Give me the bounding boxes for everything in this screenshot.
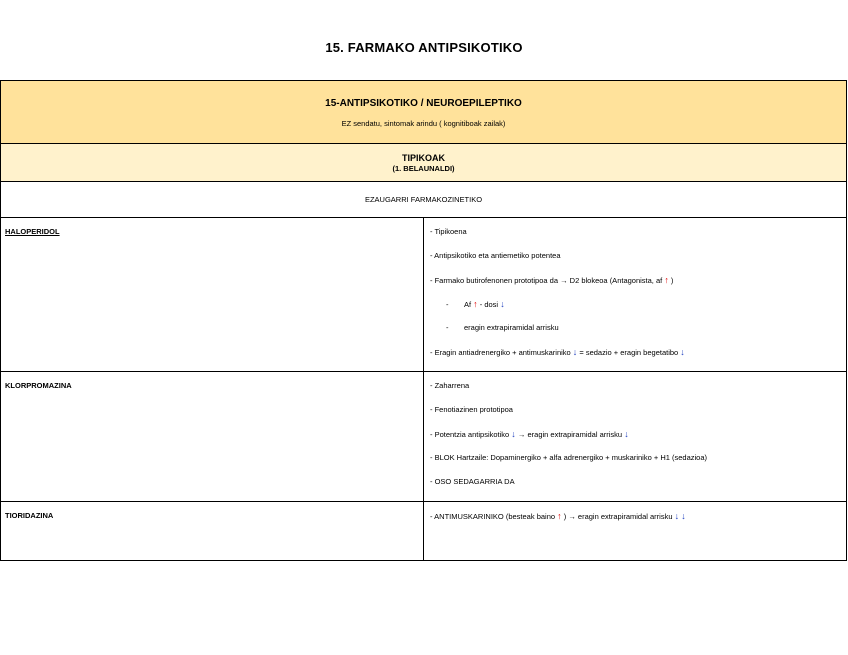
subsection-header-cell	[1, 182, 847, 218]
arrow-down-icon: ↓	[500, 299, 505, 309]
arrow-right-icon: →	[517, 430, 526, 439]
arrow-up-icon: ↑	[473, 299, 478, 309]
arrow-down-icon: ↓	[680, 347, 685, 357]
drug-name-cell	[1, 502, 424, 561]
table-row-klorpromazina	[1, 372, 847, 502]
main-header-cell	[1, 81, 847, 144]
arrow-up-icon: ↑	[557, 511, 562, 521]
drug-name-haloperidol: HALOPERIDOL	[5, 227, 60, 236]
section-header-cell	[1, 144, 847, 182]
list-item: - Farmako butirofenonen prototipoa da → D2 blokeoa (Antagonista, af ↑ )	[430, 275, 674, 285]
arrow-down-icon: ↓	[572, 347, 578, 357]
drug-name-tioridazina: TIORIDAZINA	[5, 511, 54, 520]
list-item: - OSO SEDAGARRIA DA	[430, 477, 515, 486]
subsection-title: EZAUGARRI FARMAKOZINETIKO	[364, 195, 483, 204]
section-title: TIPIKOAK	[401, 152, 445, 163]
drug-content-cell	[424, 372, 847, 502]
list-item: - eragin extrapiramidal arrisku	[446, 323, 559, 332]
arrow-down-icon: ↓	[674, 511, 680, 521]
table-row-haloperidol	[1, 218, 847, 372]
drug-name-cell	[1, 372, 424, 502]
arrow-down-icon: ↓	[681, 511, 686, 521]
arrow-right-icon: →	[568, 512, 576, 521]
drug-name-klorpromazina: KLORPROMAZINA	[5, 381, 72, 390]
arrow-down-icon: ↓	[511, 429, 516, 439]
list-item: - Zaharrena	[430, 381, 470, 390]
table-row-tioridazina	[1, 502, 847, 561]
list-item: - Antipsikotiko eta antiemetiko potentea	[430, 251, 561, 260]
arrow-down-icon: ↓	[624, 429, 629, 439]
list-item: - BLOK Hartzaile: Dopaminergiko + alfa adrenergiko + muskariniko + H1 (sedazioa)	[430, 453, 708, 462]
drug-content-cell	[424, 502, 847, 561]
list-item: - ANTIMUSKARINIKO (besteak baino ↑ ) → eragin extrapiramidal arrisku ↓ ↓	[430, 511, 686, 521]
drug-content-cell	[424, 218, 847, 372]
drug-table	[0, 80, 847, 561]
list-item: - Fenotiazinen prototipoa	[430, 405, 513, 414]
list-item: - Potentzia antipsikotiko ↓ → eragin extrapiramidal arrisku ↓	[430, 429, 629, 439]
arrow-up-icon: ↑	[664, 275, 669, 285]
main-header-title: 15-ANTIPSIKOTIKO / NEUROEPILEPTIKO	[325, 98, 522, 109]
section-subtitle: (1. BELAUNALDI)	[392, 163, 455, 173]
drug-name-cell	[1, 218, 424, 372]
list-item: - Eragin antiadrenergiko + antimuskariniko ↓ = sedazio + eragin begetatibo ↓	[430, 347, 685, 357]
list-item: - Tipikoena	[430, 227, 467, 236]
arrow-right-icon: →	[560, 276, 568, 285]
main-header-subtitle: EZ sendatu, sintomak arindu ( kognitiboak zailak)	[341, 119, 506, 128]
page-title: 15. FARMAKO ANTIPSIKOTIKO	[325, 40, 523, 55]
list-item: - Af ↑ - dosi ↓	[446, 299, 505, 309]
